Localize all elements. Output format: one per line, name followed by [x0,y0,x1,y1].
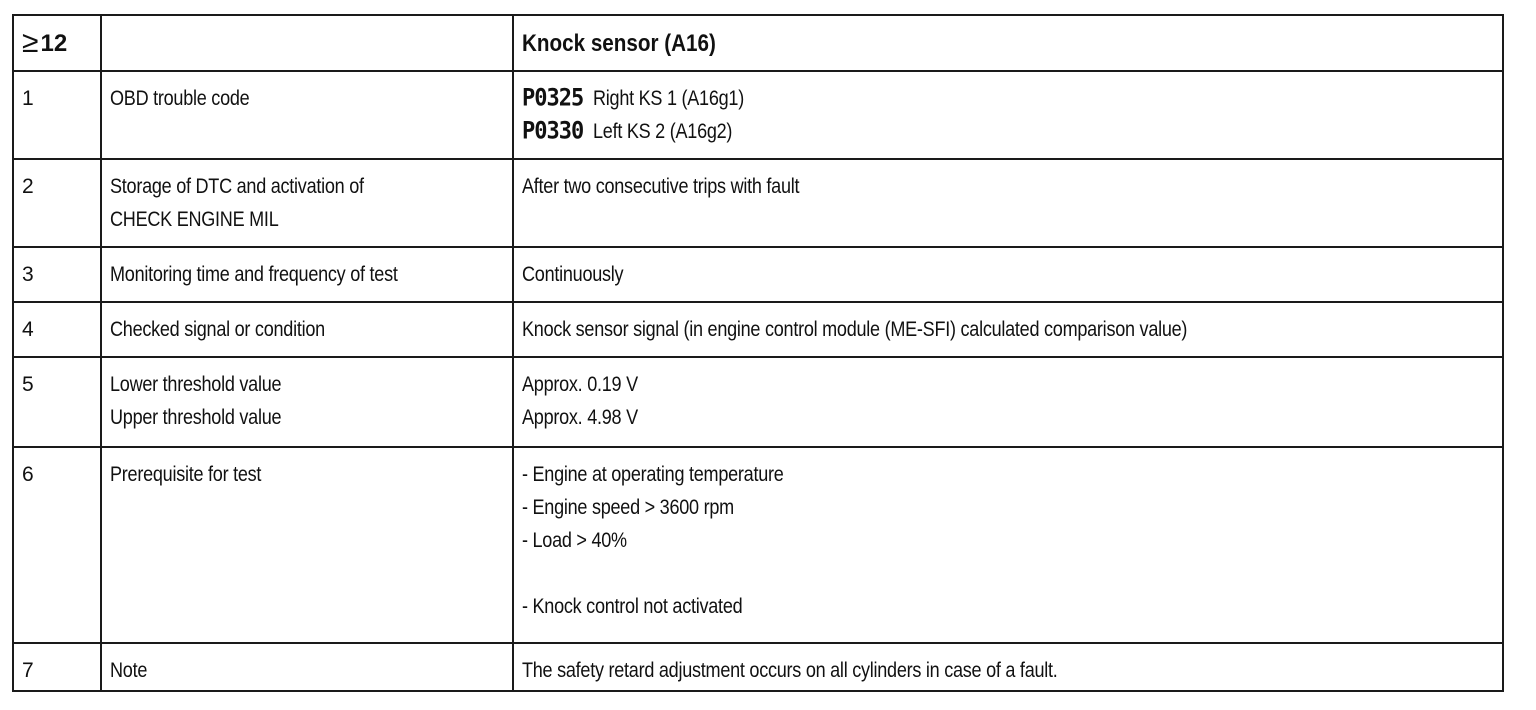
row-value: Continuously [513,247,1503,302]
row-number: 1 [13,71,101,159]
table-row [13,643,1503,691]
header-empty-cell [101,15,513,71]
row-label: Prerequisite for test [101,447,513,643]
table-row [13,247,1503,302]
dtc-code: P0330 [522,117,584,146]
row-label: OBD trouble code [101,71,513,159]
knock-sensor-table [12,14,1504,692]
table-title: Knock sensor (A16) [513,15,1503,71]
table-row [13,357,1503,447]
table-row [13,302,1503,357]
row-number: 6 [13,447,101,643]
step-chevron-icon: ≥ [22,26,39,59]
row-value: After two consecutive trips with fault [513,159,1503,247]
row-value: Knock sensor signal (in engine control module (ME-SFI) calculated comparison value) [513,302,1503,357]
row-value [513,71,1503,159]
row-label: Lower threshold value Upper threshold value [101,357,513,447]
row-label: Monitoring time and frequency of test [101,247,513,302]
row-value: - Engine at operating temperature - Engine speed > 3600 rpm - Load > 40% - Knock control not activated [513,447,1503,643]
row-number: 3 [13,247,101,302]
table-row [13,159,1503,247]
row-value: The safety retard adjustment occurs on all cylinders in case of a fault. [513,643,1503,691]
trouble-code-line: P0330 Left KS 2 (A16g2) [522,115,1494,148]
row-label: Storage of DTC and activation of CHECK ENGINE MIL [101,159,513,247]
row-number: 4 [13,302,101,357]
table-header-row [13,15,1503,71]
row-label: Note [101,643,513,691]
table-row [13,71,1503,159]
row-number: 2 [13,159,101,247]
row-label: Checked signal or condition [101,302,513,357]
trouble-code-line: P0325 Right KS 1 (A16g1) [522,82,1494,115]
row-number: 5 [13,357,101,447]
row-value: Approx. 0.19 V Approx. 4.98 V [513,357,1503,447]
dtc-code: P0325 [522,84,584,113]
row-number: 7 [13,643,101,691]
step-cell [13,15,101,71]
step-number: 12 [40,29,68,57]
table-row [13,447,1503,643]
